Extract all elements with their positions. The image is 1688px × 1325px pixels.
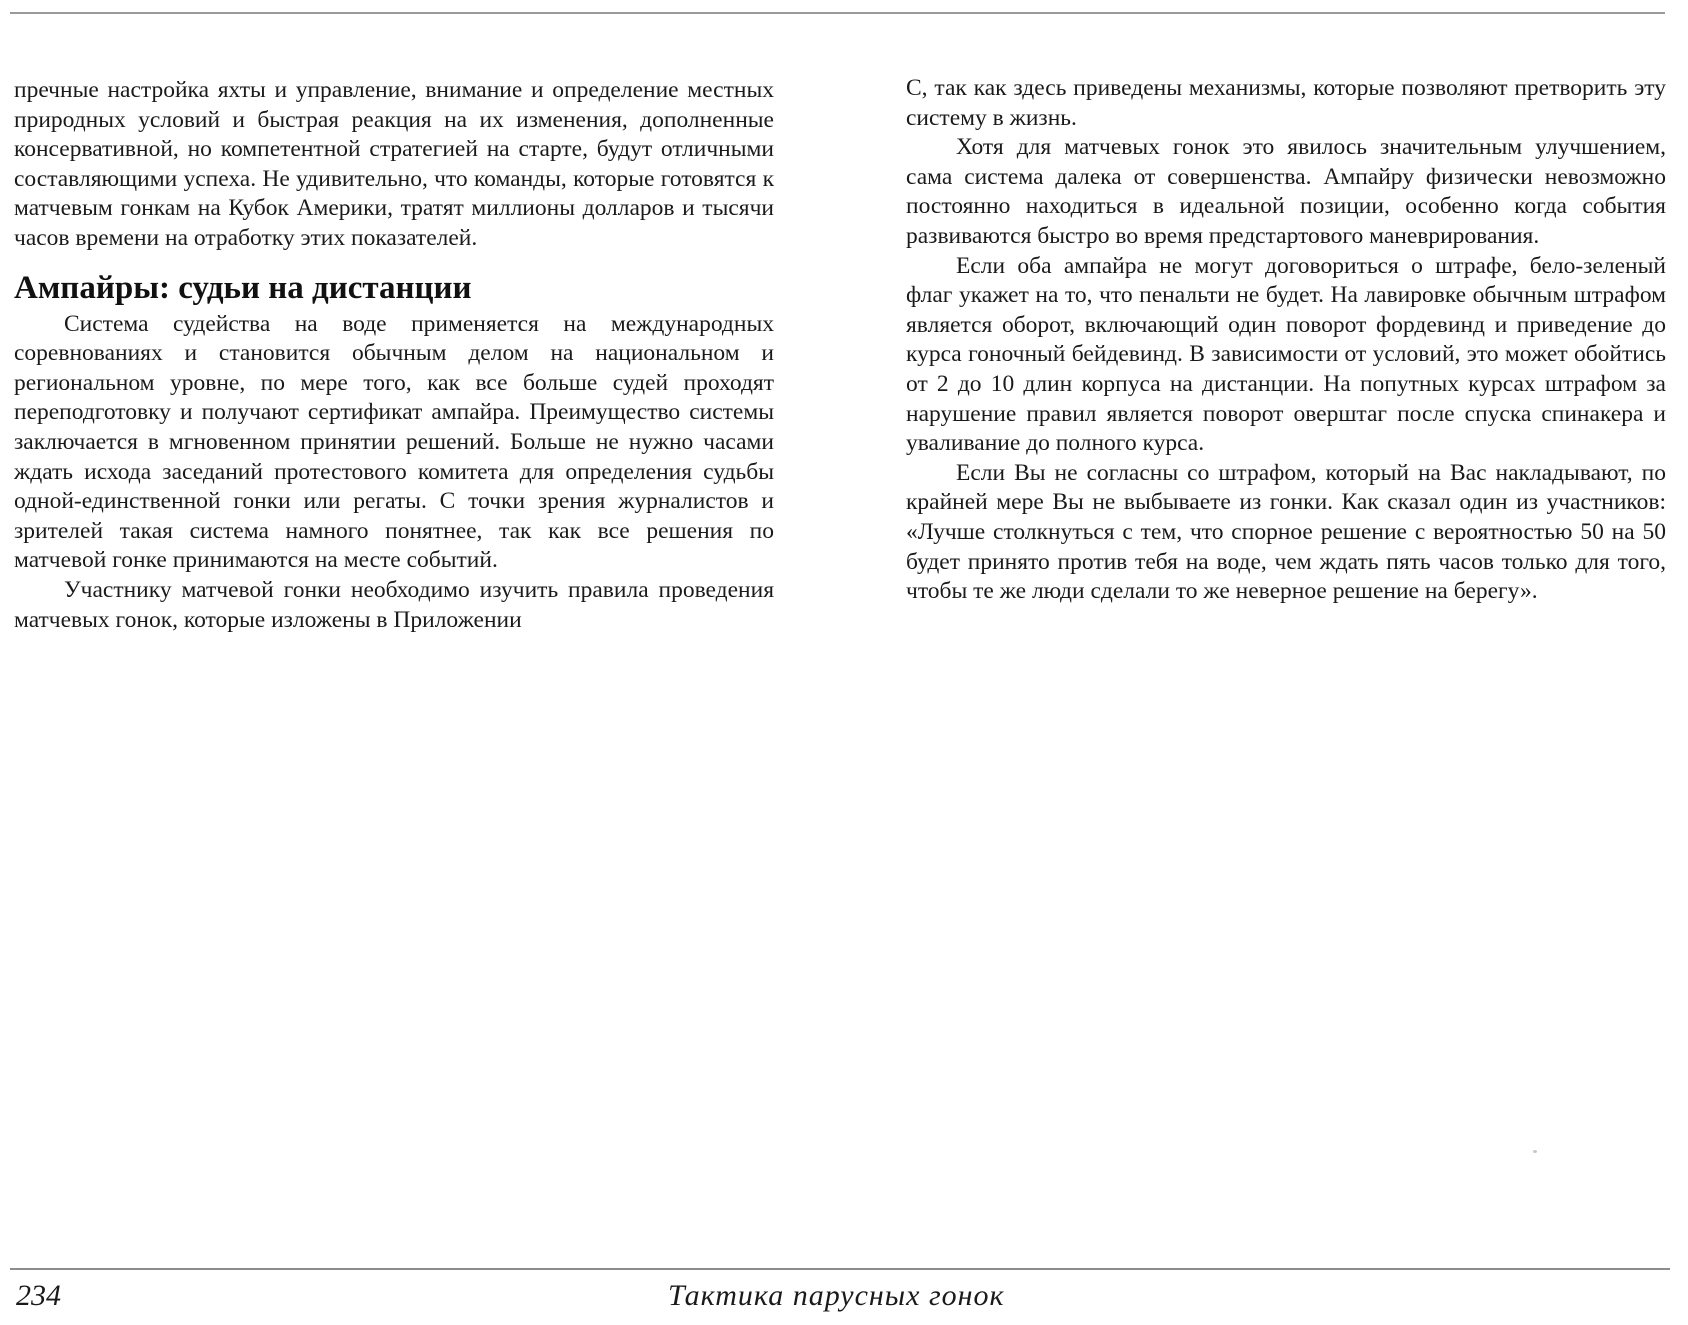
bottom-rule [10, 1268, 1670, 1270]
scan-speck [1533, 1150, 1537, 1153]
intro-paragraph: пречные настройка яхты и управление, внимание и определение местных природных условий и быстрая реакция на их изменения, дополненные консервативной, но компетентной стратегией на старте, будут отличными составляющими успеха. Не удивительно, что команды, которые готовятся к матчевым гонкам на Кубок Америки, тратят миллионы долларов и тысячи часов времени на отработку этих показателей. [14, 77, 774, 251]
paragraph-quote: Если Вы не согласны со штрафом, который на Вас накладывают, по крайней мере Вы не выбываете из гонки. Как сказал один из участников: «Лучше столкнуться с тем, что спорное решение с вероятностью 50 на 50 будет принято против тебя на воде, чем ждать пять часов только для того, чтобы те же люди сделали то же неверное решение на берегу». [906, 459, 1666, 605]
running-title: Тактика парусных гонок [668, 1279, 1005, 1312]
top-rule [10, 12, 1665, 14]
paragraph-umpire-system: Система судейства на воде применяется на международных соревнованиях и становится обычным делом на национальном и региональном уровне, по мере того, как все больше судей проходят переподготовку и получают сертификат ампайра. Преимущество системы заключается в мгновенном принятии решений. Больше не нужно часами ждать исхода заседаний протестового комитета для определения судьбы одной-единственной гонки или регаты. С точки зрения журналистов и зрителей такая система намного понятнее, так как все решения по матчевой гонке принимаются на месте событий. [14, 310, 774, 574]
paragraph-system-limits: Хотя для матчевых гонок это явилось значительным улучшением, сама система далека от совершенства. Ампайру физически невозможно постоянно находиться в идеальной позиции, особенно когда события развиваются быстро во время предстартового маневрирования. [906, 134, 1666, 249]
paragraph-penalties: Если оба ампайра не могут договориться о штрафе, бело-зеленый флаг укажет на то, что пенальти не будет. На лавировке обычным штрафом является оборот, включающий один поворот фордевинд и приведение до курса гоночный бейдевинд. В зависимости от условий, это может обойтись от 2 до 10 длин корпуса на дистанции. На попутных курсах штрафом за нарушение правил является поворот оверштаг после спуска спинакера и уваливание до полного курса. [906, 252, 1666, 457]
section-heading: Ампайры: судьи на дистанции [14, 269, 472, 306]
right-column [906, 74, 1666, 607]
page-number: 234 [16, 1279, 61, 1312]
continuation-paragraph: С, так как здесь приведены механизмы, которые позволяют претворить эту систему в жизнь. [906, 75, 1666, 131]
left-column [14, 76, 774, 635]
page-footer [0, 1278, 1688, 1318]
paragraph-match-racing-rules: Участнику матчевой гонки необходимо изучить правила проведения матчевых гонок, которые изложены в Приложении [14, 576, 774, 633]
